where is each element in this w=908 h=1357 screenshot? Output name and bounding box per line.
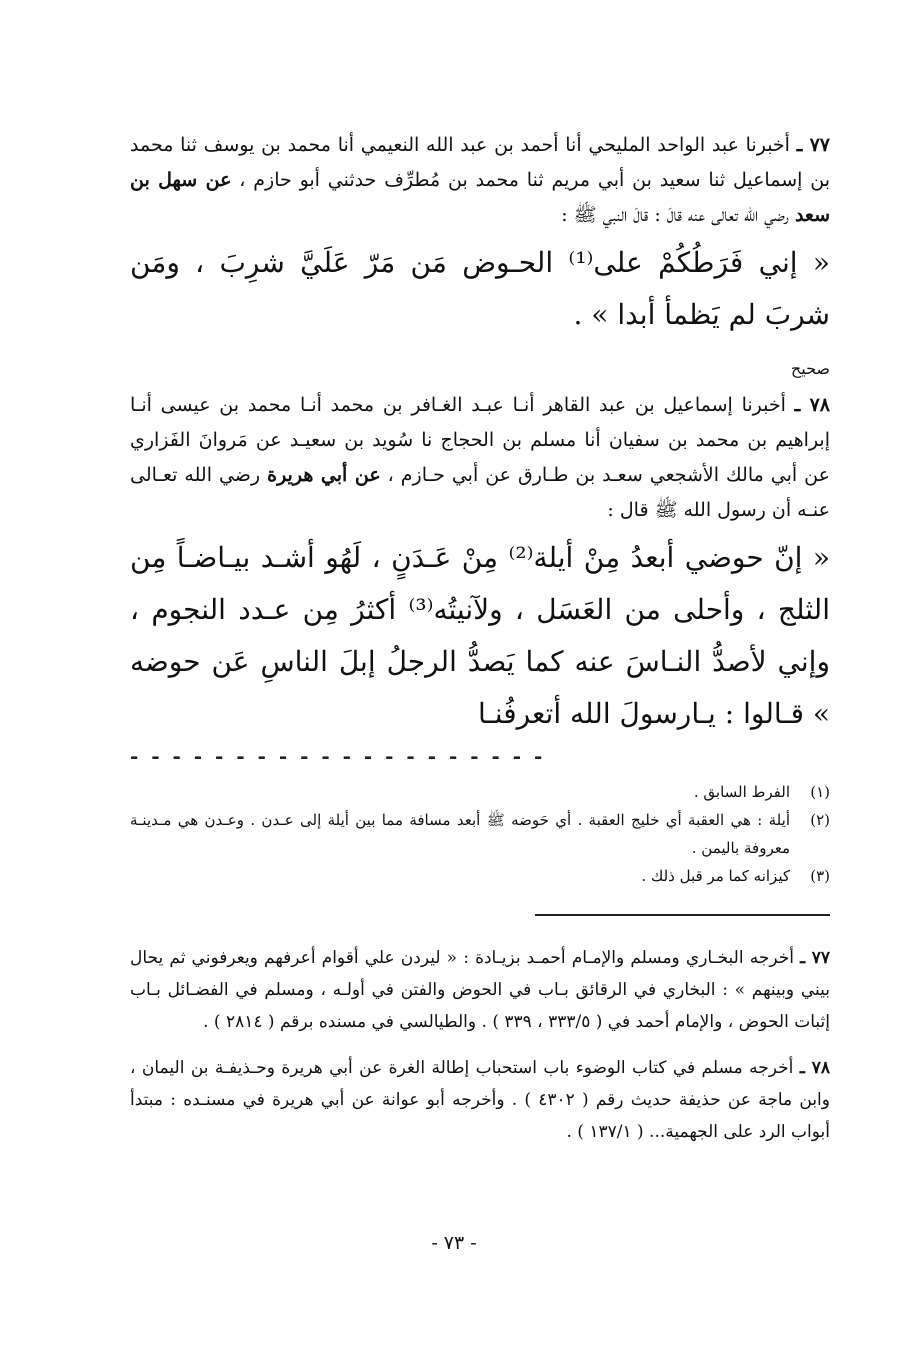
takhrij-78-number: ٧٨ ـ: [799, 1058, 831, 1078]
page-number: - ٧٣ -: [431, 1232, 477, 1254]
footnote-separator: - - - - - - - - - - - - - - - - - - - -: [130, 744, 546, 768]
takhrij-77-text: أخرجه البخـاري ومسلم والإمـام أحمـد بزيـادة : « ليردن علي أقوام أعرفهم ويعرفوني ثم يحال بيني وبينهم » : البخاري في الرقائق بـاب في الحوض والفتن في أولـه ، ومسلم في الفضـائل بـاب إثبات الحوض ، والإمام أحمد في ( ٣٣٣/٥ ، ٣٣٩ ) . والطيالسي في مسنده برقم ( ٢٨١٤ ) .: [130, 948, 830, 1032]
takhrij-78-text: أخرجه مسلم في كتاب الوضوء باب استحباب إطالة الغرة عن أبي هريرة وحـذيفـة بن اليمان ، وابن ماجة عن حذيفة حديث رقم ( ٤٣٠٢ ) . وأخرجه أبو عوانة عن أبي هريرة في مسنـده : مبتدأ أبواب الرد على الجهمية... ( ١٣٧/١ ) .: [130, 1058, 830, 1142]
hadith-77-chain-end: رضي الله تعالى عنه قالَ : قالَ النبي ﷺ :: [561, 204, 789, 226]
footnote-number: (٢): [810, 811, 830, 829]
hadith-77-narrator: عن سهل بن سعد: [130, 169, 830, 226]
footnote-text: أيلة : هي العقبة أي خليج العقبة . أي حَوضه ﷺ أبعد مسافة مما بين أيلة إلى عـدن . وعـدن هي مـدينـة معروفة باليمن .: [130, 811, 790, 857]
hadith-77-grade: صحيح: [790, 359, 830, 378]
document-page: [130, 128, 830, 1288]
footnotes: [130, 778, 830, 890]
takhrij-divider: [535, 914, 830, 916]
footnote-text: الفرط السابق .: [693, 783, 790, 801]
hadith-78-chain: أخبرنا إسماعيل بن عبد القاهر أنـا عبـد الغـافر بن محمد أنـا محمد بن عيسى أنـا إبراهيم بن محمد بن سفيان أنا مسلم بن الحجاج نا سُويد بن سعيـد عن مَروانَ الفَزاري عن أبي مالك الأشجعي سعـد بن طـارق عن أبي حـازم ،: [130, 394, 830, 486]
footnote: [130, 862, 830, 890]
takhrij-77-number: ٧٧ ـ: [800, 948, 831, 968]
hadith-77-isnad: [130, 128, 830, 233]
hadith-78-chain-end: رضي الله تعـالى عنـه أن رسول الله ﷺ قال :: [130, 464, 830, 521]
hadith-78-isnad: [130, 388, 830, 528]
footnote: [130, 806, 830, 862]
hadith-77-chain: أخبرنا عبد الواحد المليحي أنا أحمد بن عبد الله النعيمي أنا محمد بن يوسف ثنا محمد بن إسماعيل ثنا سعيد بن أبي مريم ثنا محمد بن مُطرِّف حدثني أبو حازم ،: [130, 134, 830, 191]
hadith-77-number: ٧٧ ـ: [796, 134, 830, 156]
footnote-number: (٣): [810, 867, 830, 885]
hadith-78-text: « إنّ حوضي أبعدُ مِنْ أيلة⁽²⁾ مِنْ عَـدَنٍ ، لَهُو أشـد بيـاضـاً مِن الثلج ، وأحلى من العَسَل ، ولآنيتُه⁽³⁾ أكثرُ مِن عـدد النجوم ، وإني لأصدُّ النـاسَ عنه كما يَصدُّ الرجلُ إبلَ الناسِ عَن حوضه » قـالوا : يـارسولَ الله أتعرفُنـا: [130, 541, 830, 730]
hadith-78-narrator: عن أبي هريرة: [267, 464, 381, 486]
hadith-78-number: ٧٨ ـ: [794, 394, 830, 416]
takhrij-78: [130, 1052, 830, 1148]
footnote: [130, 778, 830, 806]
hadith-77-text: « إني فَرَطُكُمْ على⁽¹⁾ الحـوض مَن مَرّ عَلَيَّ شرِبَ ، ومَن شربَ لم يَظمأ أبدا » .: [130, 246, 830, 331]
footnote-text: كيزانه كما مر قبل ذلك .: [641, 867, 790, 885]
footnote-number: (١): [810, 783, 830, 801]
takhrij-77: [130, 942, 830, 1038]
